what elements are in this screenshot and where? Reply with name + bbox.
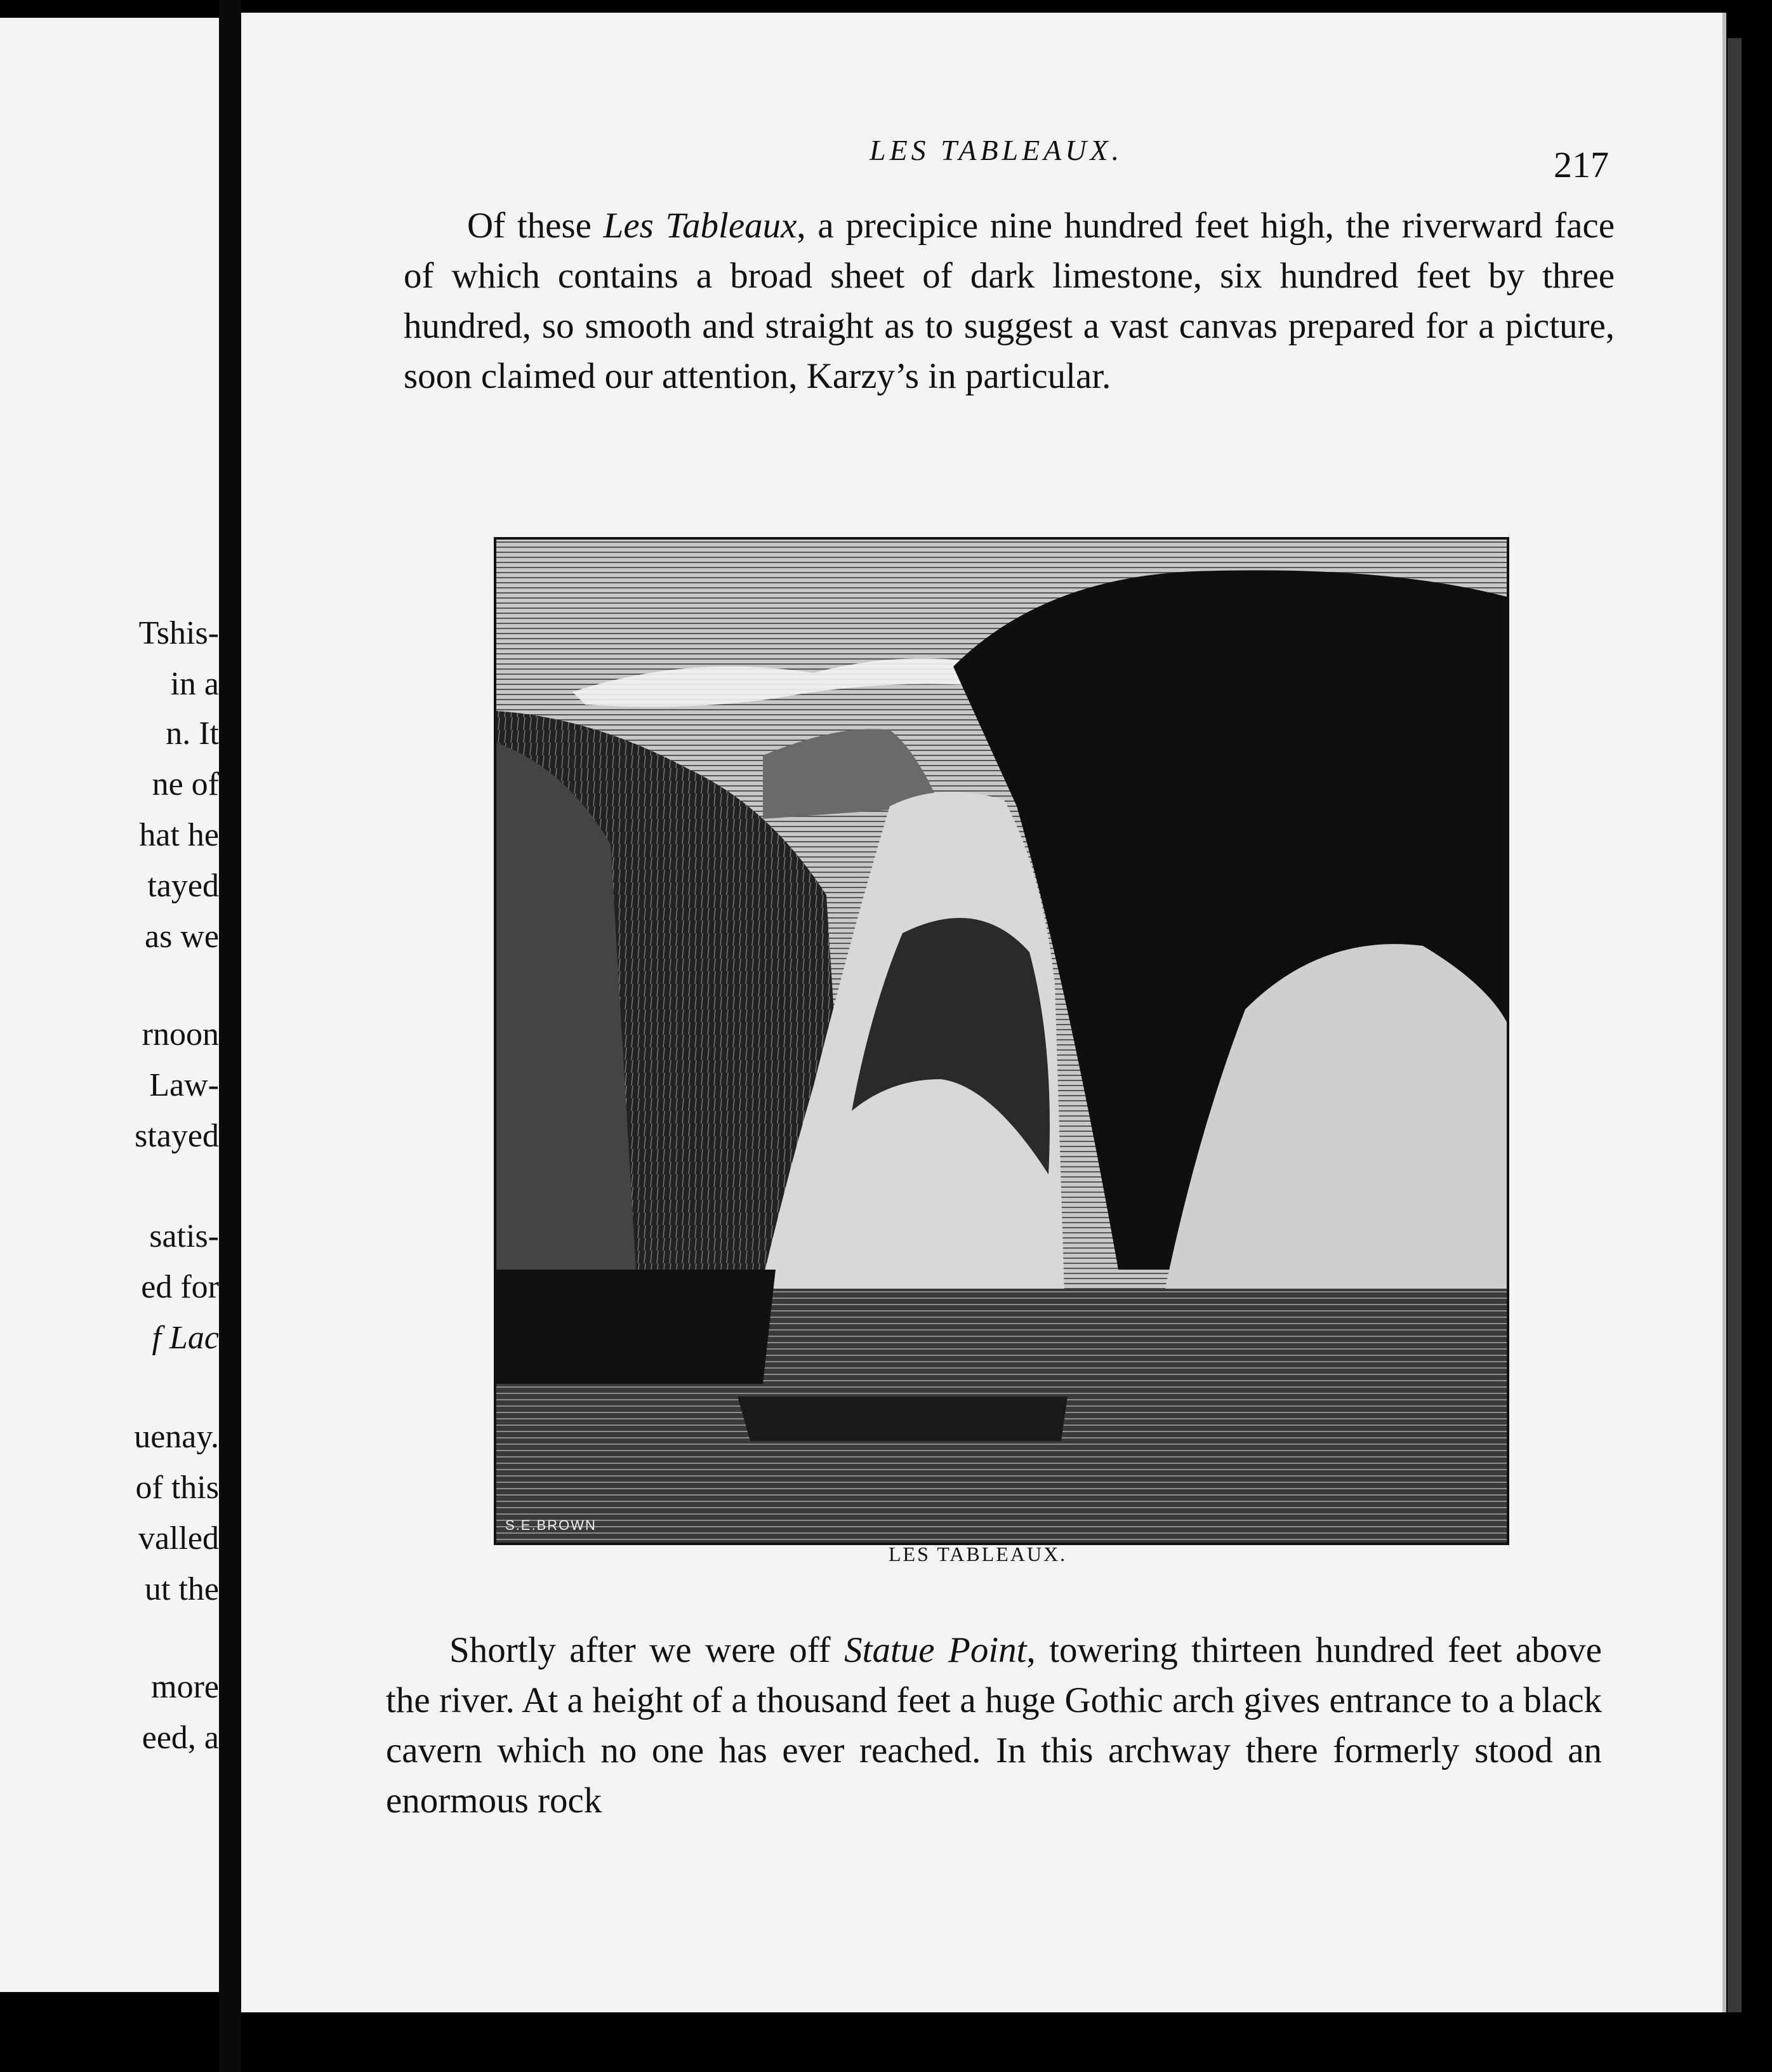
left-page-line: f Lac [152,1320,219,1356]
left-page-line: uenay. [134,1419,219,1455]
left-page-line: ed for [141,1269,219,1305]
paragraph-2-rest: , towering thirteen hundred feet above the river. At a height of a thousand feet a huge Gothic arch gives entrance to a black cavern which no one has ever reached. In this archway there formerly stood an enormous rock [386,1630,1602,1821]
left-page-line: Tshis- [138,615,219,651]
paragraph-2-emphasis: Statue Point [844,1630,1027,1670]
left-page-line: tayed [147,868,219,904]
paragraph-1-emphasis: Les Tableaux [603,206,797,246]
running-head: LES TABLEAUX. [869,134,1123,166]
paragraph-2-start: Shortly after we were off [449,1630,845,1670]
left-page-line: of this [135,1470,219,1506]
paragraph-1-rest: , a precipice nine hundred feet high, the riverward face of which contains a broad sheet of dark limestone, six hundred feet by three hundred, so smooth and straight as to suggest a vast canvas prepared for a picture, soon claimed our attention, Karzy’s in particular. [404,206,1615,396]
left-page-line: ne of [152,766,219,802]
paragraph-1 [404,201,1615,401]
left-page-line: valled [138,1520,219,1557]
left-page [0,18,219,1992]
left-page-line: more [151,1669,219,1705]
left-page-line: n. It [166,715,219,752]
figure-caption: LES TABLEAUX. [889,1543,1068,1565]
page-edge [1728,38,1742,2012]
engraving-illustration [496,540,1507,1543]
left-page-line: eed, a [142,1720,219,1756]
left-page-line: ut the [145,1571,219,1607]
left-page-line: rnoon [142,1016,219,1053]
left-page-line: hat he [139,817,219,853]
engraver-signature: S.E.BROWN [505,1517,597,1533]
left-page-line: stayed [135,1118,219,1154]
book-gutter [219,0,241,2072]
paragraph-1-start: Of these [467,206,604,246]
page-number: 217 [1554,144,1609,185]
left-page-line: satis- [149,1218,219,1254]
left-page-line: Law- [149,1067,219,1103]
left-page-line: in a [170,666,219,702]
left-page-line: as we [145,919,219,955]
engraving-figure [494,537,1509,1545]
paragraph-2 [386,1625,1602,1826]
